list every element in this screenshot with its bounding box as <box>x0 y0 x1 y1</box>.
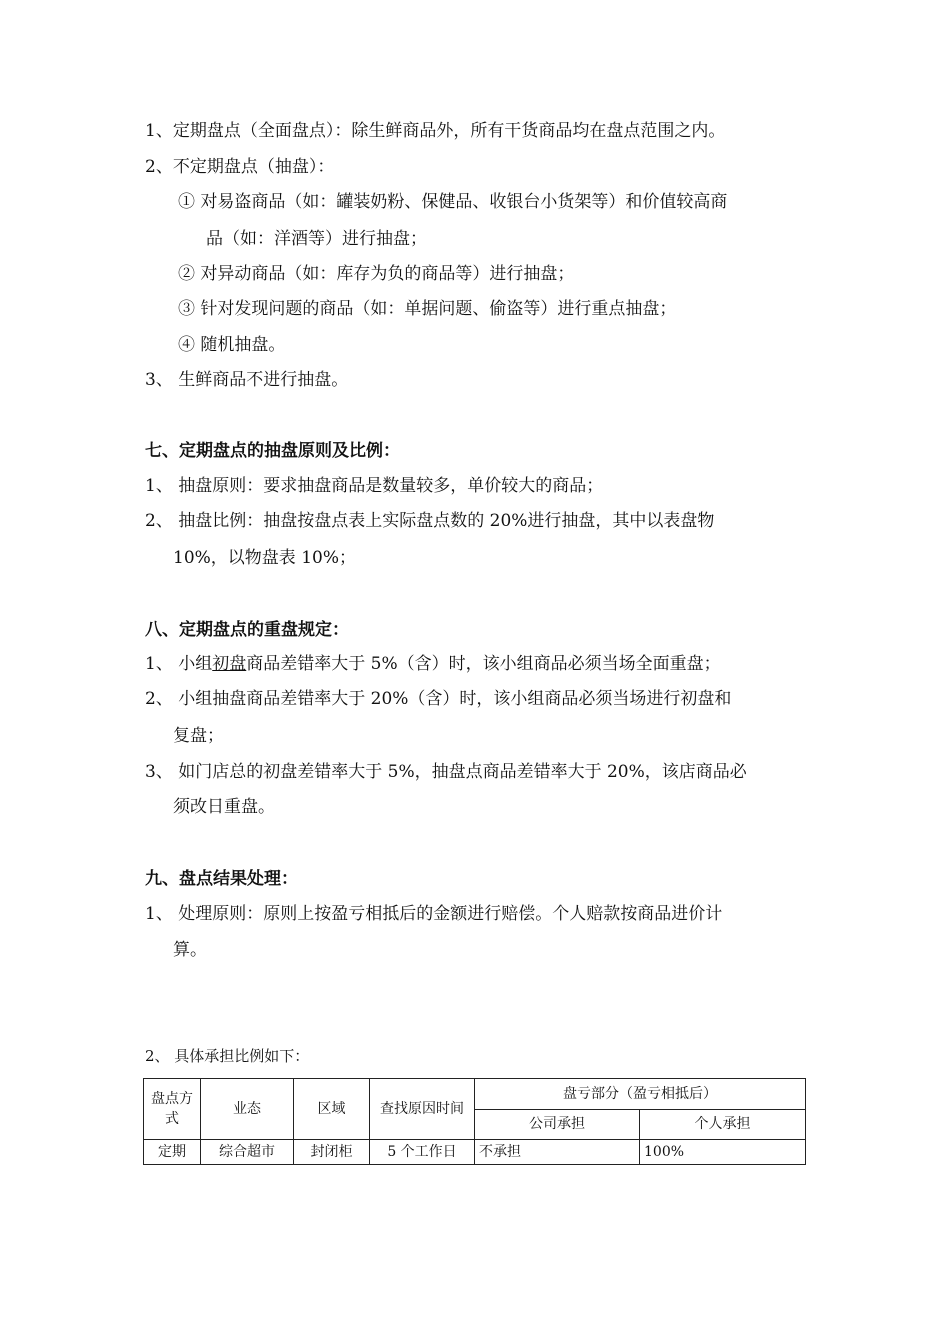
cell-investigation-time: 5 个工作日 <box>370 1140 475 1165</box>
header-company-share: 公司承担 <box>475 1109 640 1140</box>
section-7-item-1: 1、 抽盘原则：要求抽盘商品是数量较多，单价较大的商品； <box>145 476 604 496</box>
section-9-item-1-continued: 算。 <box>173 940 207 960</box>
underlined-term: 初盘 <box>212 654 247 674</box>
table-row <box>144 1140 806 1165</box>
header-area: 区域 <box>294 1079 370 1140</box>
section-8-heading: 八、定期盘点的重盘规定： <box>145 620 349 640</box>
scope-item-3: 3、 生鲜商品不进行抽盘。 <box>145 370 349 390</box>
section-8-item-1-suffix: 商品差错率大于 5%（含）时，该小组商品必须当场全面重盘； <box>246 654 721 674</box>
section-9-item-2: 2、 具体承担比例如下： <box>145 1047 310 1065</box>
section-9-item-1: 1、 处理原则：原则上按盈亏相抵后的金额进行赔偿。个人赔款按商品进价计 <box>145 904 723 924</box>
scope-item-1: 1、定期盘点（全面盘点）：除生鲜商品外，所有干货商品均在盘点范围之内。 <box>145 121 726 141</box>
spot-check-sub-1-continued: 品（如：洋酒等）进行抽盘； <box>206 229 427 249</box>
cell-method: 定期 <box>144 1140 201 1165</box>
cell-format: 综合超市 <box>201 1140 294 1165</box>
spot-check-sub-2: ② 对异动商品（如：库存为负的商品等）进行抽盘； <box>178 264 575 284</box>
spot-check-sub-1: ① 对易盗商品（如：罐装奶粉、保健品、收银台小货架等）和价值较高商 <box>178 192 728 212</box>
cell-company-share: 不承担 <box>475 1140 640 1165</box>
header-personal-share: 个人承担 <box>640 1109 806 1140</box>
section-8-item-2: 2、 小组抽盘商品差错率大于 20%（含）时，该小组商品必须当场进行初盘和 <box>145 689 732 709</box>
section-8-item-3: 3、 如门店总的初盘差错率大于 5%，抽盘点商品差错率大于 20%，该店商品必 <box>145 762 747 782</box>
cell-area: 封闭柜 <box>294 1140 370 1165</box>
section-8-item-1 <box>145 654 810 674</box>
spot-check-sub-3: ③ 针对发现问题的商品（如：单据问题、偷盗等）进行重点抽盘； <box>178 299 677 319</box>
section-8-item-2-continued: 复盘； <box>173 726 224 746</box>
header-method: 盘点方式 <box>144 1079 201 1140</box>
section-7-item-2: 2、 抽盘比例：抽盘按盘点表上实际盘点数的 20%进行抽盘，其中以表盘物 <box>145 511 715 531</box>
header-loss-part: 盘亏部分（盈亏相抵后） <box>475 1079 806 1110</box>
section-8-item-1-prefix: 1、 小组 <box>145 654 213 674</box>
scope-item-2: 2、不定期盘点（抽盘）： <box>145 157 335 177</box>
section-7-heading: 七、定期盘点的抽盘原则及比例： <box>145 441 400 461</box>
section-7-item-2-continued: 10%，以物盘表 10%； <box>173 548 356 568</box>
header-investigation-time: 查找原因时间 <box>370 1079 475 1140</box>
header-format: 业态 <box>201 1079 294 1140</box>
liability-table <box>143 1078 806 1165</box>
cell-personal-share: 100% <box>640 1140 806 1165</box>
table-header-row <box>144 1079 806 1110</box>
section-9-heading: 九、盘点结果处理： <box>145 869 298 889</box>
spot-check-sub-4: ④ 随机抽盘。 <box>178 335 286 355</box>
section-8-item-3-continued: 须改日重盘。 <box>173 797 275 817</box>
